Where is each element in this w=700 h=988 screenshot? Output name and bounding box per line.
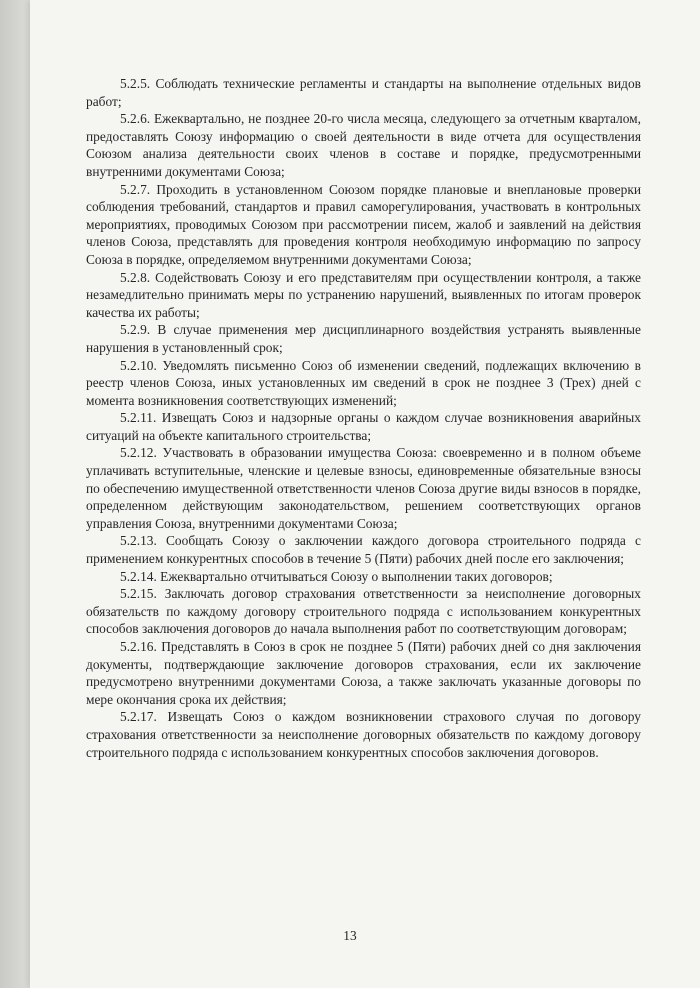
clause-5-2-12: 5.2.12. Участвовать в образовании имущества Союза: своевременно и в полном объеме уплачивать вступительные, членские и целевые взносы, единовременные обязательные взносы по обеспечению имущественной ответственности членов Союза другие виды взносов в порядке, определенном действующим законодательством, решением соответствующих органов управления Союза, внутренними документами Союза; xyxy=(86,445,641,531)
clause-5-2-6: 5.2.6. Ежеквартально, не позднее 20-го числа месяца, следующего за отчетным кварталом, предоставлять Союзу информацию о своей деятельности в виде отчета для осуществления Союзом анализа деятельности своих членов в составе и порядке, предусмотренными внутренними документами Союза; xyxy=(86,111,641,179)
clause-5-2-13: 5.2.13. Сообщать Союзу о заключении каждого договора строительного подряда с применением конкурентных способов в течение 5 (Пяти) рабочих дней после его заключения; xyxy=(86,533,641,567)
scan-left-edge xyxy=(0,0,30,988)
clause-5-2-10: 5.2.10. Уведомлять письменно Союз об изменении сведений, подлежащих включению в реестр членов Союза, иных установленных им сведений в срок не позднее 3 (Трех) дней с момента возникновения соответствующих изменений; xyxy=(86,357,641,408)
page-number: 13 xyxy=(343,928,357,943)
clause-5-2-8: 5.2.8. Содействовать Союзу и его представителям при осуществлении контроля, а также незамедлительно принимать меры по устранению нарушений, выявленных по итогам проверок качества их работы; xyxy=(86,269,641,320)
document-body xyxy=(86,75,641,761)
clause-5-2-16: 5.2.16. Представлять в Союз в срок не позднее 5 (Пяти) рабочих дней со дня заключения документы, подтверждающие заключение договоров страхования, если их заключение предусмотрено внутренними документами Союза, а также заключать указанные договоры по мере окончания срока их действия; xyxy=(86,639,641,707)
clause-5-2-7: 5.2.7. Проходить в установленном Союзом порядке плановые и внеплановые проверки соблюдения требований, стандартов и правил саморегулирования, участвовать в контрольных мероприятиях, проводимых Союзом при рассмотрении писем, жалоб и заявлений на действия членов Союза, представлять для проведения контроля необходимую информацию по запросу Союза в порядке, определяемом внутренними документами Союза; xyxy=(86,181,641,267)
clause-5-2-5: 5.2.5. Соблюдать технические регламенты и стандарты на выполнение отдельных видов работ; xyxy=(86,76,641,109)
clause-5-2-11: 5.2.11. Извещать Союз и надзорные органы о каждом случае возникновения аварийных ситуаций на объекте капитального строительства; xyxy=(86,410,641,443)
clause-5-2-15: 5.2.15. Заключать договор страхования ответственности за неисполнение договорных обязательств по каждому договору строительного подряда с использованием конкурентных способов заключения договоров до начала выполнения работ по соответствующим договорам; xyxy=(86,586,641,637)
clause-5-2-17: 5.2.17. Извещать Союз о каждом возникновении страхового случая по договору страхования ответственности за неисполнение договорных обязательств по каждому договору строительного подряда с использованием конкурентных способов заключения договоров. xyxy=(86,709,641,760)
clause-5-2-9: 5.2.9. В случае применения мер дисциплинарного воздействия устранять выявленные нарушения в установленный срок; xyxy=(86,322,641,355)
clause-5-2-14: 5.2.14. Ежеквартально отчитываться Союзу о выполнении таких договоров; xyxy=(120,568,553,584)
